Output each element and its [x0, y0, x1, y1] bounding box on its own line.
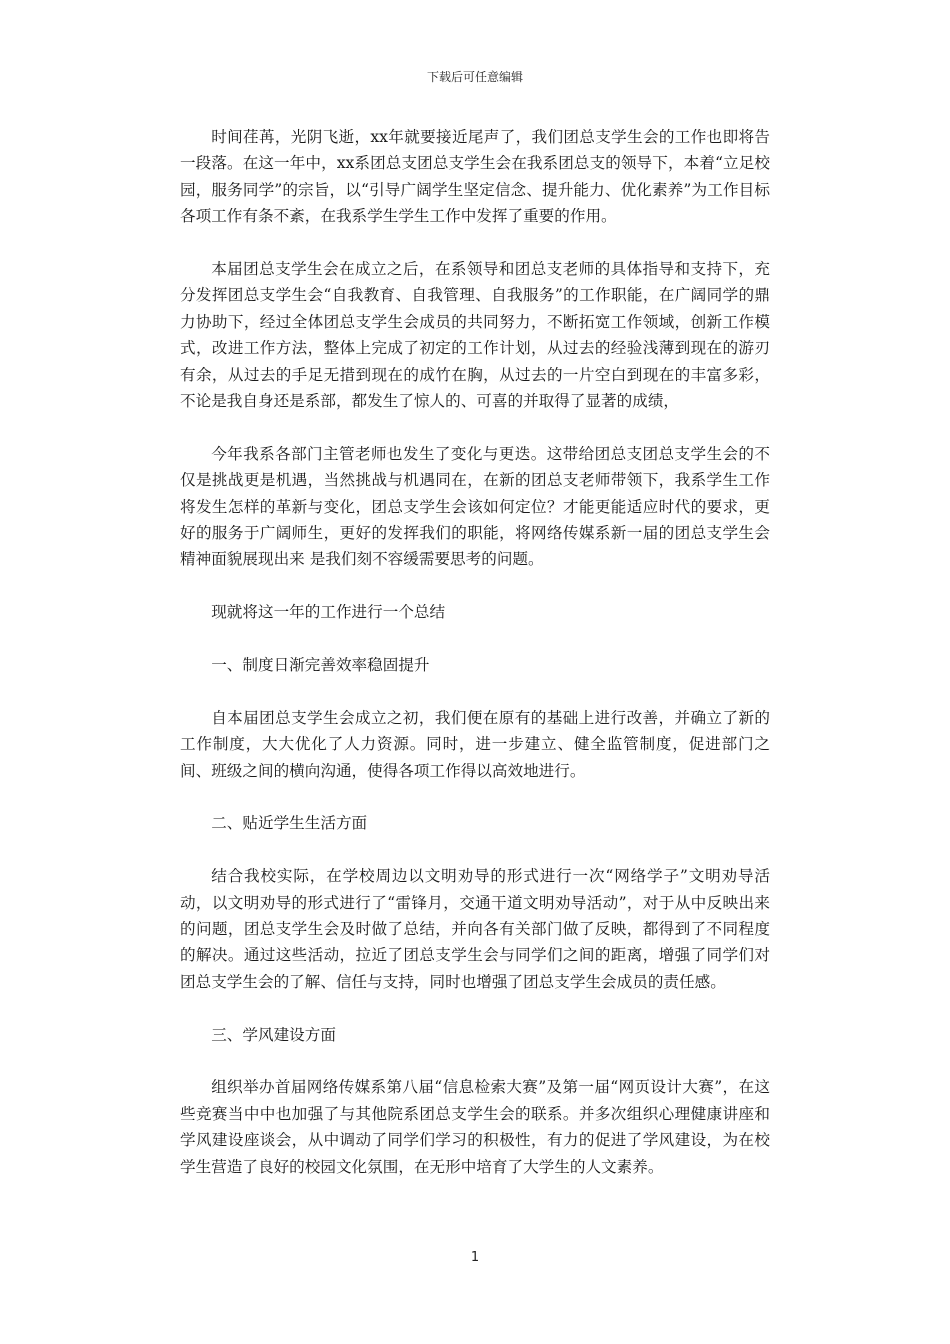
paragraph-student-life: 结合我校实际，在学校周边以文明劝导的形式进行一次“网络学子”文明劝导活动，以文明劝导的形式进行了“雷锋月，交通干道文明劝导活动”，对于从中反映出来的问题，团总支学生会及时做了总结，并向各有关部门做了反映，都得到了不同程度的解决。通过这些活动，拉近了团总支学生会与同学们之间的距离，增强了同学们对团总支学生会的了解、信任与支持，同时也增强了团总支学生会成员的责任感。: [180, 867, 770, 991]
document-body: [180, 124, 770, 1207]
paragraph-achievements: 本届团总支学生会在成立之后，在系领导和团总支老师的具体指导和支持下，充分发挥团总支学生会“自我教育、自我管理、自我服务”的工作职能，在广阔同学的鼎力协助下，经过全体团总支学生会成员的共同努力，不断拓宽工作领域，创新工作模式，改进工作方法，整体上完成了初定的工作计划，从过去的经验浅薄到现在的游刃有余，从过去的手足无措到现在的成竹在胸，从过去的一片空白到现在的丰富多彩，不论是我自身还是系部，都发生了惊人的、可喜的并取得了显著的成绩，: [180, 260, 770, 411]
section-heading-study-style: 三、学风建设方面: [211, 1025, 336, 1044]
paragraph-system: 自本届团总支学生会成立之初，我们便在原有的基础上进行改善，并确立了新的工作制度，大大优化了人力资源。同时，进一步建立、健全监管制度，促进部门之间、班级之间的横向沟通，使得各项工作得以高效地进行。: [180, 708, 770, 780]
paragraph-study-style: 组织举办首届网络传媒系第八届“信息检索大赛”及第一届“网页设计大赛”，在这些竞赛当中中也加强了与其他院系团总支学生会的联系。并多次组织心理健康讲座和学风建设座谈会，从中调动了同学们学习的积极性，有力的促进了学风建设，为在校学生营造了良好的校园文化氛围，在无形中培育了大学生的人文素养。: [180, 1078, 770, 1176]
paragraph-changes: 今年我系各部门主管老师也发生了变化与更迭。这带给团总支团总支学生会的不仅是挑战更是机遇，当然挑战与机遇同在，在新的团总支老师带领下，我系学生工作将发生怎样的革新与变化，团总支学生会该如何定位？才能更能适应时代的要求，更好的服务于广阔师生，更好的发挥我们的职能，将网络传媒系新一届的团总支学生会精神面貌展现出来 是我们刻不容缓需要思考的问题。: [180, 444, 770, 569]
section-heading-system: 一、制度日渐完善效率稳固提升: [211, 656, 430, 675]
paragraph-summary-intro: 现就将这一年的工作进行一个总结: [211, 603, 446, 622]
section-heading-student-life: 二、贴近学生生活方面: [211, 814, 368, 833]
paragraph-intro: 时间荏苒，光阴飞逝，xx年就要接近尾声了，我们团总支学生会的工作也即将告一段落。在这一年中，xx系团总支团总支学生会在我系团总支的领导下，本着“立足校园，服务同学”的宗旨，以“引导广阔学生坚定信念、提升能力、优化素养”为工作目标各项工作有条不紊，在我系学生学生工作中发挥了重要的作用。: [180, 128, 770, 226]
page-header: 下载后可任意编辑: [426, 70, 523, 84]
page-number: 1: [470, 1250, 480, 1265]
